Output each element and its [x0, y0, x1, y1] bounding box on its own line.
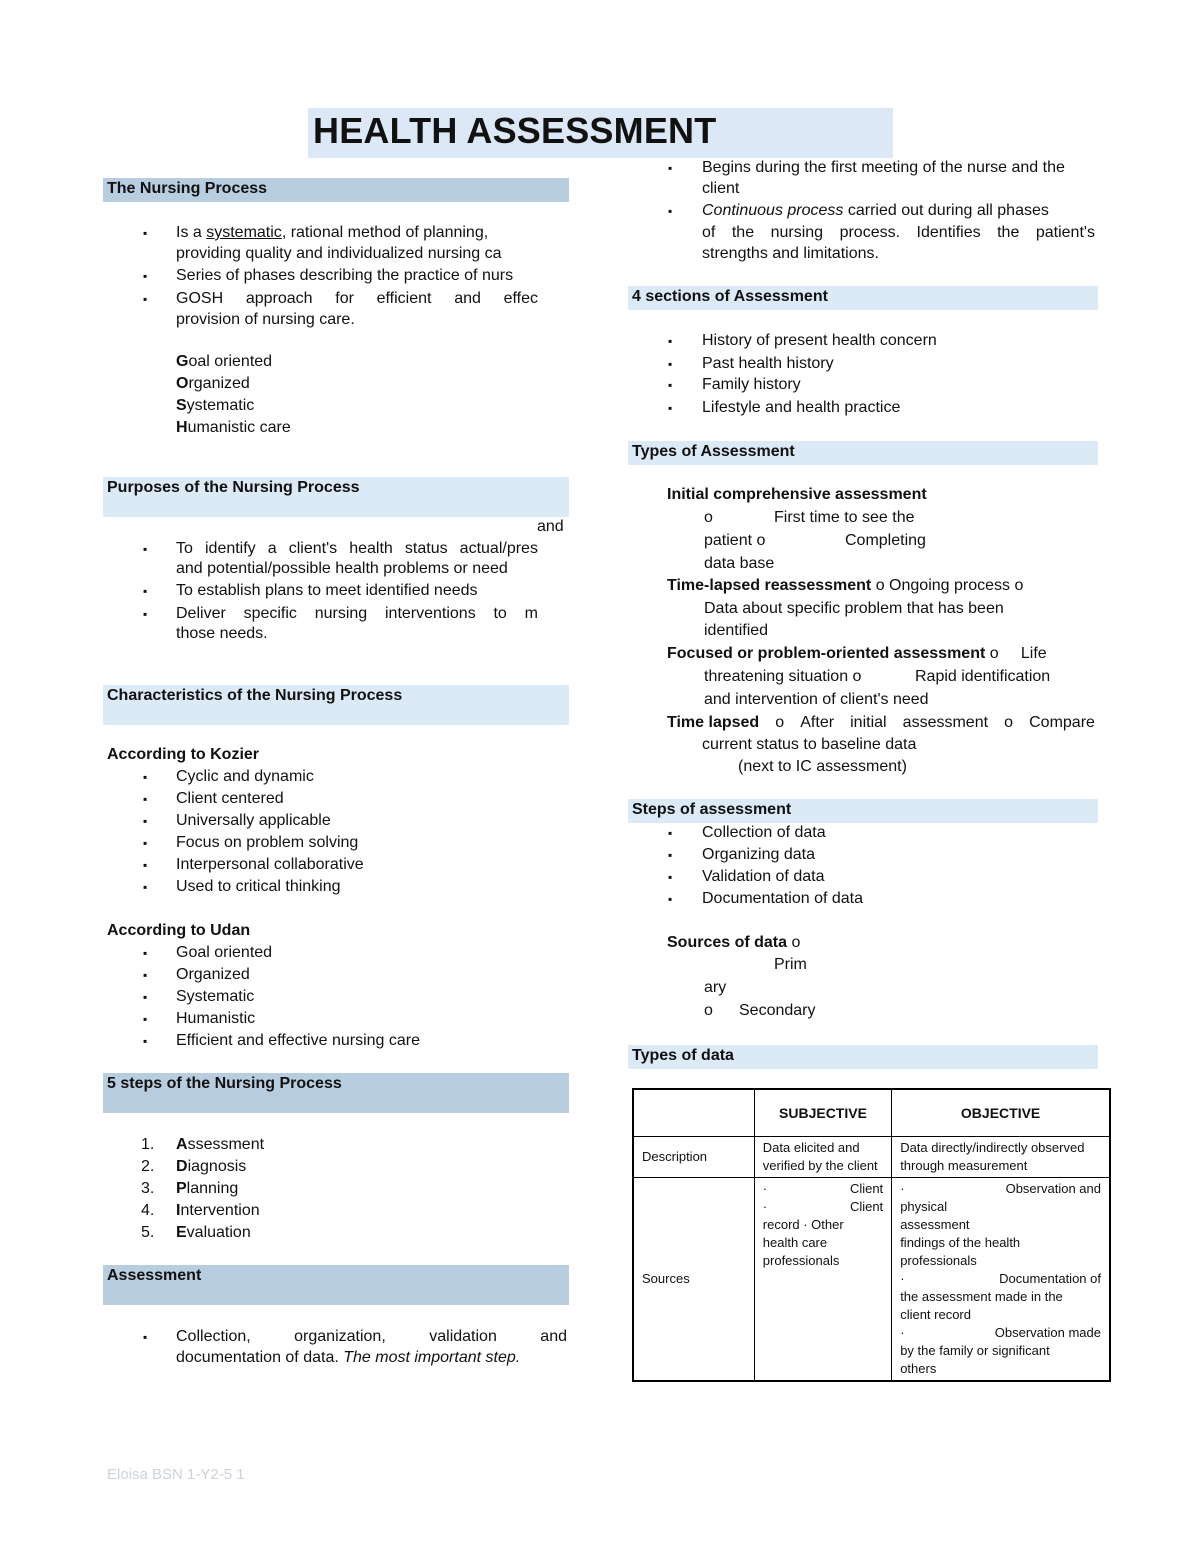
four-sections-item: Lifestyle and health practice — [702, 399, 901, 416]
kozier-item: Universally applicable — [176, 812, 331, 829]
steps-item: Collection of data — [702, 824, 826, 841]
purposes-bullet-2: To establish plans to meet identified needs — [176, 582, 478, 599]
kozier-item: Client centered — [176, 790, 284, 807]
bullet: ▪ — [143, 990, 148, 1004]
gosh-humanistic: Humanistic care — [176, 419, 291, 436]
step-intervention: Intervention — [176, 1202, 260, 1219]
gosh-organized: Organized — [176, 375, 250, 392]
bullet: ▪ — [143, 792, 148, 806]
bullet: ▪ — [668, 161, 673, 175]
section-heading-nursing-process: The Nursing Process — [103, 178, 569, 202]
np-bullet-1-line-2: providing quality and individualized nursing ca — [176, 245, 502, 262]
cell-description-objective: Data directly/indirectly observed through measurement — [892, 1137, 1110, 1178]
step-number: 1. — [141, 1136, 155, 1153]
four-sections-item: History of present health concern — [702, 332, 937, 349]
bullet: ▪ — [143, 880, 148, 894]
types-of-data-table — [632, 1088, 1111, 1382]
bullet: ▪ — [143, 968, 148, 982]
bullet: ▪ — [143, 858, 148, 872]
section-heading-assessment: Assessment — [103, 1265, 569, 1305]
table-corner-cell — [633, 1089, 754, 1137]
time-lapsed-reassessment-line-2: Data about specific problem that has been — [704, 600, 1004, 617]
gosh-goal: Goal oriented — [176, 353, 273, 370]
focused-assessment-line-1: Focused or problem-oriented assessment o Life — [667, 645, 1047, 662]
steps-item: Documentation of data — [702, 890, 863, 907]
intro-bullet-2-line-1: Continuous process carried out during all phases — [702, 202, 1049, 219]
step-diagnosis: Diagnosis — [176, 1158, 247, 1175]
gosh-systematic: Systematic — [176, 397, 255, 414]
table-header-row — [633, 1089, 1110, 1137]
assessment-bullet-line-1: Collection, organization, validation and — [176, 1328, 567, 1345]
stray-and: and — [537, 518, 564, 535]
focused-assessment-line-2b: Rapid identification — [915, 668, 1051, 685]
bullet: ▪ — [668, 357, 673, 371]
four-sections-item: Past health history — [702, 355, 834, 372]
bullet: ▪ — [143, 542, 148, 556]
kozier-title: According to Kozier — [107, 746, 260, 763]
focused-assessment-line-2a: threatening situation o — [704, 668, 862, 685]
bullet: ▪ — [668, 401, 673, 415]
kozier-item: Used to critical thinking — [176, 878, 341, 895]
table-row — [633, 1137, 1110, 1178]
time-lapsed-reassessment-line-3: identified — [704, 622, 769, 639]
bullet: ▪ — [143, 584, 148, 598]
step-evaluation: Evaluation — [176, 1224, 251, 1241]
intro-bullet-2-line-3: strengths and limitations. — [702, 245, 879, 262]
initial-assessment-line-2b: Completing — [845, 532, 926, 549]
initial-assessment-line-2a: patient o — [704, 532, 766, 549]
bullet: ▪ — [143, 1330, 148, 1344]
initial-assessment-title: Initial comprehensive assessment — [667, 486, 927, 503]
purposes-bullet-1-line-2: and potential/possible health problems or need — [176, 560, 508, 577]
page-title: HEALTH ASSESSMENT — [313, 110, 717, 151]
section-heading-characteristics: Characteristics of the Nursing Process — [103, 685, 569, 725]
four-sections-item: Family history — [702, 376, 801, 393]
np-bullet-3-line-2: provision of nursing care. — [176, 311, 355, 328]
sources-primary-part-2: ary — [704, 979, 727, 996]
row-label-sources: Sources — [633, 1178, 754, 1382]
kozier-item: Cyclic and dynamic — [176, 768, 314, 785]
bullet: ▪ — [143, 1034, 148, 1048]
time-lapsed-reassessment-line-1: Time-lapsed reassessment o Ongoing process o — [667, 577, 1024, 594]
row-label-description: Description — [633, 1137, 754, 1178]
bullet: ▪ — [668, 826, 673, 840]
time-lapsed-line-1: Time lapsed o After initial assessment o Compare — [667, 714, 1095, 731]
purposes-bullet-1-line-1: To identify a client's health status actual/pres — [176, 540, 538, 557]
col-subjective: SUBJECTIVE — [754, 1089, 891, 1137]
initial-assessment-line-3: data base — [704, 555, 775, 572]
steps-item: Organizing data — [702, 846, 815, 863]
sources-primary-part-1: Prim — [774, 956, 807, 973]
bullet: ▪ — [668, 204, 673, 218]
time-lapsed-line-3: (next to IC assessment) — [738, 758, 907, 775]
np-bullet-1-line-1: Is a systematic, rational method of planning, — [176, 224, 489, 241]
udan-item: Organized — [176, 966, 250, 983]
udan-item: Goal oriented — [176, 944, 273, 961]
col-objective: OBJECTIVE — [892, 1089, 1110, 1137]
cell-sources-subjective: · Client · Client record · Other health care professionals — [754, 1178, 891, 1382]
np-bullet-3-line-1: GOSH approach for efficient and effec — [176, 290, 538, 307]
bullet: ▪ — [143, 946, 148, 960]
bullet: ▪ — [668, 892, 673, 906]
page-footer: Eloisa BSN 1-Y2-5 1 — [107, 1466, 245, 1483]
bullet: ▪ — [668, 334, 673, 348]
sources-secondary-o: o — [704, 1002, 713, 1019]
bullet: ▪ — [143, 269, 148, 283]
step-number: 5. — [141, 1224, 155, 1241]
udan-item: Efficient and effective nursing care — [176, 1032, 420, 1049]
sources-title: Sources of data o — [667, 934, 801, 951]
bullet: ▪ — [143, 226, 148, 240]
bullet: ▪ — [143, 607, 148, 621]
cell-description-subjective: Data elicited and verified by the client — [754, 1137, 891, 1178]
udan-item: Systematic — [176, 988, 255, 1005]
step-number: 4. — [141, 1202, 155, 1219]
step-number: 3. — [141, 1180, 155, 1197]
bullet: ▪ — [143, 770, 148, 784]
focused-assessment-line-3: and intervention of client's need — [704, 691, 929, 708]
step-assessment: Assessment — [176, 1136, 265, 1153]
intro-bullet-1-line-2: client — [702, 180, 740, 197]
time-lapsed-line-2: current status to baseline data — [702, 736, 917, 753]
initial-assessment-line-1: First time to see the — [774, 509, 915, 526]
section-heading-purposes: Purposes of the Nursing Process — [103, 477, 569, 517]
sources-secondary: Secondary — [739, 1002, 816, 1019]
bullet: ▪ — [143, 814, 148, 828]
table-row — [633, 1178, 1110, 1382]
np-bullet-2: Series of phases describing the practice of nurs — [176, 267, 514, 284]
bullet: ▪ — [143, 292, 148, 306]
initial-assessment-o: o — [704, 509, 713, 526]
udan-item: Humanistic — [176, 1010, 256, 1027]
intro-bullet-2-line-2: of the nursing process. Identifies the patient's — [702, 224, 1095, 241]
intro-bullet-1-line-1: Begins during the first meeting of the nurse and the — [702, 159, 1065, 176]
steps-item: Validation of data — [702, 868, 825, 885]
section-heading-steps: Steps of assessment — [628, 799, 1098, 823]
step-number: 2. — [141, 1158, 155, 1175]
bullet: ▪ — [668, 870, 673, 884]
udan-title: According to Udan — [107, 922, 251, 939]
kozier-item: Focus on problem solving — [176, 834, 359, 851]
cell-sources-objective: · Observation and physical assessment findings of the health professionals · Documentation of the assessment made in the client record · Observation made by the family or significant others — [892, 1178, 1110, 1382]
section-heading-five-steps: 5 steps of the Nursing Process — [103, 1073, 569, 1113]
step-planning: Planning — [176, 1180, 239, 1197]
bullet: ▪ — [143, 1012, 148, 1026]
purposes-bullet-3-line-1: Deliver specific nursing interventions to m — [176, 605, 538, 622]
bullet: ▪ — [668, 848, 673, 862]
bullet: ▪ — [143, 836, 148, 850]
bullet: ▪ — [668, 378, 673, 392]
purposes-bullet-3-line-2: those needs. — [176, 625, 268, 642]
section-heading-types-data: Types of data — [628, 1045, 1098, 1069]
kozier-item: Interpersonal collaborative — [176, 856, 364, 873]
section-heading-four-sections: 4 sections of Assessment — [628, 286, 1098, 310]
assessment-bullet-line-2: documentation of data. The most important step. — [176, 1349, 521, 1366]
section-heading-types-assessment: Types of Assessment — [628, 441, 1098, 465]
